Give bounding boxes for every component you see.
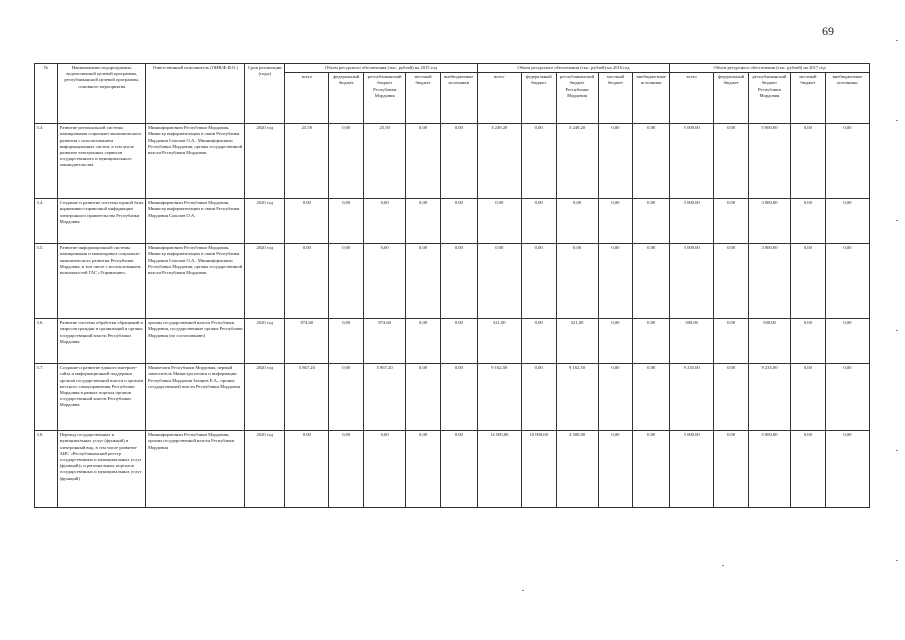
table-row: [35, 199, 870, 244]
page-number: 69: [822, 24, 834, 38]
row-period: 2020 год: [245, 244, 285, 319]
row-responsible: Минпечати Республики Мордовия, первый заместитель Министра печати и информации Республики Мордовия Захаров Е.А., органы государственной власти Республики Мордовия: [146, 364, 245, 431]
cell-2015-republic: 5 867,20: [364, 364, 406, 431]
cell-2016-local: 0,00: [598, 431, 633, 508]
header-sub-local: местный бюджет: [791, 73, 826, 124]
cell-2016-total: 9 162,50: [477, 364, 521, 431]
cell-2015-federal: 0,00: [329, 319, 364, 364]
header-num: №: [35, 64, 58, 124]
header-year-2015: Объем ресурсного обеспечения (тыс. рублей) на 2015 год: [285, 64, 477, 73]
cell-2015-republic: 0,00: [364, 431, 406, 508]
cell-2015-extra: 0,00: [440, 364, 477, 431]
cell-2016-republic: 0,00: [556, 244, 598, 319]
table-row: [35, 364, 870, 431]
header-year-2016: Объем ресурсного обеспечения (тыс. рублей) на 2016 год: [477, 64, 669, 73]
cell-2015-extra: 0,00: [440, 244, 477, 319]
row-name: Развитие региональной системы планирования социально-экономического развития с использованием информационных систем, в том числе развитие электронных сервисов государственного и муниципального законодательства: [58, 124, 146, 199]
cell-2015-total: 0,00: [285, 199, 329, 244]
row-responsible: Мининформсвязи Республики Мордовия, органы государственной власти Республики Мордовия: [146, 431, 245, 508]
cell-2016-local: 0,00: [598, 244, 633, 319]
table-row: [35, 124, 870, 199]
cell-2016-total: 14 500,00: [477, 431, 521, 508]
header-sub-total: всего: [477, 73, 521, 124]
cell-2015-total: 0,00: [285, 431, 329, 508]
cell-2015-local: 0,00: [406, 431, 441, 508]
cell-2015-extra: 0,00: [440, 431, 477, 508]
row-name: Развитие системы обработки обращений и запросов граждан и организаций в органы государственной власти Республики Мордовия: [58, 319, 146, 364]
cell-2015-local: 0,00: [406, 199, 441, 244]
cell-2015-local: 0,00: [406, 244, 441, 319]
cell-2017-total: 3 000,00: [670, 199, 714, 244]
row-period: 2020 год: [245, 431, 285, 508]
cell-2016-republic: 3 249,20: [556, 124, 598, 199]
header-sub-federal: федеральный бюджет: [521, 73, 556, 124]
cell-2017-local: 0,00: [791, 364, 826, 431]
cell-2017-extra: 0,00: [825, 199, 869, 244]
header-sub-total: всего: [285, 73, 329, 124]
row-period: 2020 год: [245, 199, 285, 244]
cell-2015-federal: 0,00: [329, 244, 364, 319]
cell-2017-federal: 0,00: [714, 199, 749, 244]
cell-2017-extra: 0,00: [825, 244, 869, 319]
scan-speck: [896, 560, 898, 561]
header-name: Наименование подпрограммы, ведомственной целевой программы, республиканской целевой программы, основного мероприятия: [58, 64, 146, 124]
header-sub-republic: республиканский бюджет Республики Мордовия: [748, 73, 790, 124]
cell-2016-local: 0,00: [598, 199, 633, 244]
cell-2015-federal: 0,00: [329, 364, 364, 431]
row-name: Создание и развитие единого интернет-сайта и информационной поддержки органов государственной власти и органов местного самоуправления Республики Мордовия в рамках портала органов государственной власти Республики Мордовия: [58, 364, 146, 431]
row-num: 3.6.: [35, 319, 58, 364]
cell-2017-total: 3 000,00: [670, 244, 714, 319]
cell-2015-republic: 874,60: [364, 319, 406, 364]
scan-speck: [896, 40, 898, 41]
header-responsible: Ответственный исполнитель (ОИВ/Ф.И.О.): [146, 64, 245, 124]
header-sub-local: местный бюджет: [406, 73, 441, 124]
cell-2015-extra: 0,00: [440, 199, 477, 244]
cell-2017-total: 9 235,00: [670, 364, 714, 431]
row-name: Развитие информационной системы планирования и мониторинга социально-экономического развития Республики Мордовия, в том числе с использованием возможностей ГАС «Управление»: [58, 244, 146, 319]
cell-2015-federal: 0,00: [329, 124, 364, 199]
cell-2016-total: 321,00: [477, 319, 521, 364]
cell-2017-local: 0,00: [791, 431, 826, 508]
cell-2017-local: 0,00: [791, 199, 826, 244]
scan-speck: [896, 220, 898, 221]
cell-2016-republic: 4 500,00: [556, 431, 598, 508]
cell-2017-federal: 0,00: [714, 364, 749, 431]
cell-2016-extra: 0,00: [633, 244, 670, 319]
table-row: [35, 244, 870, 319]
header-year-2017: Объем ресурсного обеспечения (тыс. рублей) на 2017 год: [670, 64, 870, 73]
header-sub-extra: внебюджетные источники: [440, 73, 477, 124]
cell-2017-total: 500,00: [670, 319, 714, 364]
cell-2017-republic: 5 000,00: [748, 124, 790, 199]
header-sub-federal: федеральный бюджет: [329, 73, 364, 124]
row-responsible: Мининформсвязи Республики Мордовия, Министр информатизации и связи Республики Мордовия Соколов О.А.: [146, 199, 245, 244]
cell-2017-local: 0,00: [791, 124, 826, 199]
cell-2017-republic: 5 000,00: [748, 431, 790, 508]
row-num: 3.4.: [35, 199, 58, 244]
row-num: 3.3.: [35, 124, 58, 199]
cell-2016-federal: 10 000,00: [521, 431, 556, 508]
cell-2017-local: 0,00: [791, 319, 826, 364]
scan-speck: [896, 450, 898, 451]
scan-speck: [522, 590, 524, 591]
row-period: 2020 год: [245, 364, 285, 431]
row-name: Создание и развитие системы единой базы нормативно-справочной информации электронного правительства Республики Мордовия: [58, 199, 146, 244]
scan-speck: [896, 120, 898, 121]
cell-2015-local: 0,00: [406, 319, 441, 364]
header-period: Срок реализации (годы): [245, 64, 285, 124]
cell-2015-total: 25,50: [285, 124, 329, 199]
cell-2017-republic: 3 000,00: [748, 244, 790, 319]
cell-2017-extra: 0,00: [825, 124, 869, 199]
cell-2017-federal: 0,00: [714, 431, 749, 508]
cell-2015-local: 0,00: [406, 364, 441, 431]
header-sub-republic: республиканский бюджет Республики Мордовия: [364, 73, 406, 124]
cell-2016-local: 0,00: [598, 124, 633, 199]
header-sub-republic: республиканский бюджет Республики Мордовия: [556, 73, 598, 124]
cell-2017-federal: 0,00: [714, 244, 749, 319]
cell-2017-federal: 0,00: [714, 319, 749, 364]
cell-2016-republic: 0,00: [556, 199, 598, 244]
cell-2015-federal: 0,00: [329, 199, 364, 244]
scan-speck: [896, 330, 898, 331]
cell-2017-republic: 9 235,00: [748, 364, 790, 431]
cell-2017-republic: 3 000,00: [748, 199, 790, 244]
cell-2016-local: 0,00: [598, 319, 633, 364]
row-responsible: Мининформсвязи Республики Мордовия, Министр информатизации и связи Республики Мордовия Соколов О.А., Мининформсвязи Республики Мордовия, органы государственной власти Республики Мордовия: [146, 244, 245, 319]
row-responsible: органы государственной власти Республики Мордовия, государственные органы Республики Мордовия (по согласованию): [146, 319, 245, 364]
scan-speck: [722, 565, 724, 566]
cell-2017-extra: 0,00: [825, 431, 869, 508]
cell-2016-federal: 0,00: [521, 244, 556, 319]
cell-2017-federal: 0,00: [714, 124, 749, 199]
row-name: Перевод государственных и муниципальных услуг (функций) в электронный вид, в том числе развитие АИС «Республиканский реестр государственных и муниципальных услуг (функций)» и региональных порталов государственных и муниципальных услуг (функций): [58, 431, 146, 508]
row-num: 3.7.: [35, 364, 58, 431]
cell-2017-total: 5 000,00: [670, 124, 714, 199]
cell-2016-federal: 0,00: [521, 199, 556, 244]
cell-2016-federal: 0,00: [521, 124, 556, 199]
cell-2015-local: 0,00: [406, 124, 441, 199]
cell-2015-total: 0,00: [285, 244, 329, 319]
cell-2016-republic: 321,00: [556, 319, 598, 364]
table-row: [35, 319, 870, 364]
cell-2015-extra: 0,00: [440, 124, 477, 199]
header-sub-federal: федеральный бюджет: [714, 73, 749, 124]
cell-2015-total: 874,60: [285, 319, 329, 364]
row-num: 3.5.: [35, 244, 58, 319]
header-sub-extra: внебюджетные источники: [825, 73, 869, 124]
cell-2016-federal: 0,00: [521, 319, 556, 364]
cell-2017-local: 0,00: [791, 244, 826, 319]
cell-2016-local: 0,00: [598, 364, 633, 431]
table-row: [35, 431, 870, 508]
cell-2015-total: 5 867,20: [285, 364, 329, 431]
cell-2015-republic: 0,00: [364, 244, 406, 319]
header-sub-extra: внебюджетные источники: [633, 73, 670, 124]
row-period: 2020 год: [245, 124, 285, 199]
header-sub-total: всего: [670, 73, 714, 124]
cell-2016-total: 0,00: [477, 244, 521, 319]
cell-2016-total: 3 249,20: [477, 124, 521, 199]
cell-2016-federal: 0,00: [521, 364, 556, 431]
row-num: 3.8.: [35, 431, 58, 508]
cell-2015-republic: 0,00: [364, 199, 406, 244]
cell-2017-republic: 500,00: [748, 319, 790, 364]
budget-table: [34, 63, 870, 508]
cell-2015-extra: 0,00: [440, 319, 477, 364]
cell-2016-republic: 9 162,50: [556, 364, 598, 431]
cell-2017-extra: 0,00: [825, 364, 869, 431]
cell-2016-extra: 0,00: [633, 431, 670, 508]
cell-2016-extra: 0,00: [633, 364, 670, 431]
cell-2015-federal: 0,00: [329, 431, 364, 508]
cell-2016-extra: 0,00: [633, 319, 670, 364]
row-period: 2020 год: [245, 319, 285, 364]
cell-2016-total: 0,00: [477, 199, 521, 244]
cell-2017-extra: 0,00: [825, 319, 869, 364]
cell-2016-extra: 0,00: [633, 124, 670, 199]
cell-2015-republic: 25,50: [364, 124, 406, 199]
row-responsible: Мининформсвязи Республики Мордовия, Министр информатизации и связи Республики Мордовия Соколов О.А., Мининформсвязи Республики Мордовия, органы государственной власти Республики Мордовия: [146, 124, 245, 199]
header-sub-local: местный бюджет: [598, 73, 633, 124]
cell-2016-extra: 0,00: [633, 199, 670, 244]
cell-2017-total: 5 000,00: [670, 431, 714, 508]
